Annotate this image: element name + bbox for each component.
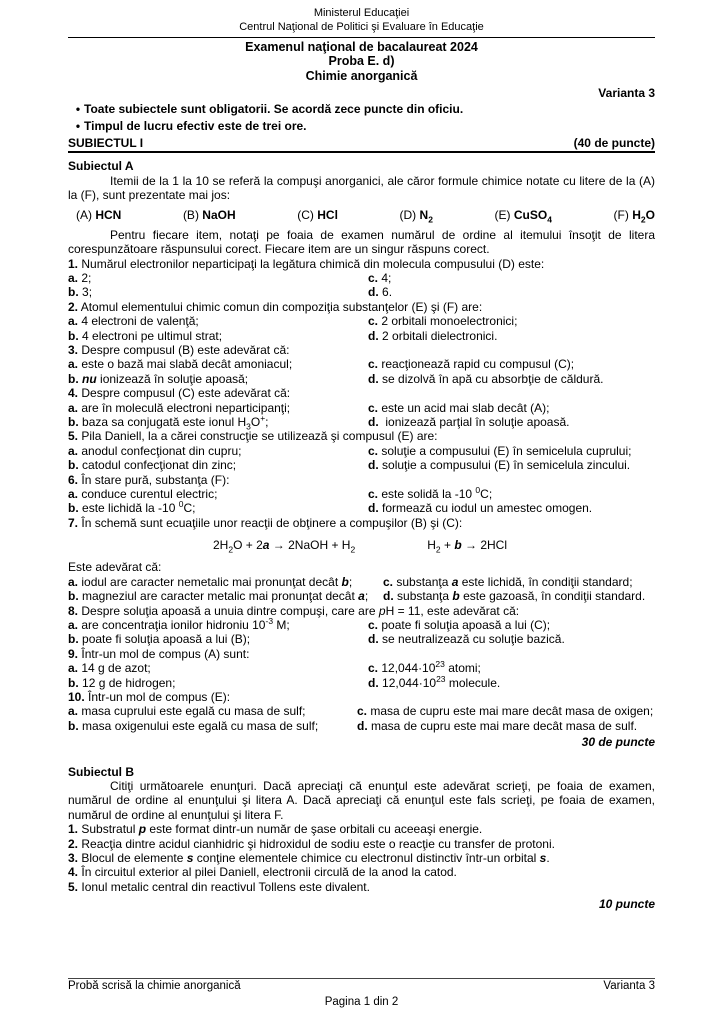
option-text: catodul confecţionat din zinc; — [82, 458, 237, 473]
options-grid — [68, 271, 655, 300]
center-line: Centrul Naţional de Politici şi Evaluare în Educaţie — [239, 20, 484, 33]
option-text: se dizolvă în apă cu absorbţie de căldură. — [382, 371, 604, 386]
question-line — [68, 473, 655, 487]
option-letter: d. — [368, 458, 379, 473]
option-letter: b. — [68, 371, 79, 386]
question-text: Într-un mol de compus (E): — [88, 689, 231, 704]
bullet-icon: • — [75, 102, 81, 117]
question-number: 1. — [68, 256, 79, 271]
question-1 — [68, 257, 655, 300]
question-6 — [68, 473, 655, 516]
option-b — [68, 372, 368, 386]
question-line — [68, 429, 655, 443]
option-d — [368, 673, 655, 690]
bullet-icon: • — [75, 118, 81, 133]
footer-right: Varianta 3 — [603, 980, 655, 993]
option-letter: d. — [368, 414, 379, 429]
part-a-instructions: Pentru fiecare item, notaţi pe foaia de examen numărul de ordine al itemului însoţit de litera corespunzătoare răspunsului corect. Fiecare item are un singur răspuns corect. — [68, 227, 655, 257]
compounds-row — [76, 208, 655, 225]
option-d — [368, 458, 655, 472]
section-1-label: SUBIECTUL I — [68, 135, 144, 150]
option-c — [368, 484, 655, 501]
option-letter: b. — [68, 589, 79, 604]
note-2 — [68, 119, 655, 133]
option-letter: c. — [368, 618, 379, 633]
option-text: este solidă la -10 $^0$C; — [381, 484, 493, 501]
option-a — [68, 661, 368, 675]
question-text: Pila Daniell, la a cărei construcţie se utilizează şi compusul (E) are: — [81, 429, 438, 444]
section-1-points: (40 de puncte) — [573, 135, 655, 150]
question-line — [68, 257, 655, 271]
option-text: 12 g de hidrogen; — [82, 675, 176, 690]
option-text: magneziul are caracter metalic mai pronunţat decât a; — [82, 589, 369, 604]
options-grid — [68, 444, 655, 473]
ministry-line: Ministerul Educaţiei — [313, 7, 410, 19]
statement-5 — [68, 880, 655, 894]
option-c — [368, 357, 655, 371]
option-letter: b. — [68, 675, 79, 690]
option-text: are în moleculă electroni neparticipanţi; — [81, 400, 291, 415]
option-text: 2 orbitali dielectronici. — [382, 328, 498, 343]
option-letter: a. — [68, 486, 79, 501]
part-a-points: 30 de puncte — [581, 735, 655, 750]
question-subtext: Este adevărat că: — [68, 560, 162, 575]
option-letter: d. — [368, 632, 379, 647]
compound-f — [613, 208, 655, 225]
options-grid — [68, 575, 655, 604]
option-letter: a. — [68, 271, 79, 286]
option-a — [68, 704, 357, 718]
compound-e — [494, 208, 552, 225]
option-text: este un acid mai slab decât (A); — [381, 400, 550, 415]
option-letter: a. — [68, 704, 79, 719]
option-a — [68, 618, 368, 632]
note-1 — [68, 102, 655, 116]
option-c — [368, 618, 655, 632]
compound-label: (B) — [182, 208, 199, 223]
option-letter: b. — [68, 458, 79, 473]
option-text: se neutralizează cu soluţie bazică. — [382, 632, 565, 647]
question-4 — [68, 386, 655, 432]
question-number: 5. — [68, 429, 79, 444]
option-text: este o bază mai slabă decât amoniacul; — [81, 357, 293, 372]
question-5 — [68, 429, 655, 472]
compound-formula: $N_2$ — [419, 208, 433, 225]
statement-4 — [68, 865, 655, 879]
option-text: reacţionează rapid cu compusul (C); — [381, 357, 575, 372]
option-text: $12,044\cdot 10^{23}$ atomi; — [381, 659, 481, 676]
option-b — [68, 412, 368, 432]
option-text: masa de cupru este mai mare decât masa de sulf. — [371, 718, 638, 733]
option-letter: c. — [368, 400, 379, 415]
option-d — [368, 501, 655, 515]
option-a — [68, 314, 368, 328]
option-letter: c. — [368, 443, 379, 458]
question-3 — [68, 343, 655, 386]
option-c — [383, 575, 655, 589]
statement-number: 2. — [68, 836, 79, 851]
option-text: 2; — [81, 271, 92, 286]
question-line — [68, 300, 655, 314]
option-text: are concentraţia ionilor hidroniu $10^{-3}$ M; — [81, 616, 290, 633]
part-a-intro: Itemii de la 1 la 10 se referă la compuşi anorganici, ale căror formule chimice notate cu litere de la (A) la (F), sunt prezentate mai jos: — [68, 173, 655, 203]
compound-label: (C) — [297, 208, 314, 223]
statement-2 — [68, 837, 655, 851]
option-b — [68, 458, 368, 472]
statement-text: Blocul de elemente s conţine elementele chimice cu electronul distinctiv într-un orbital s. — [81, 850, 550, 865]
part-b-title: Subiectul B — [68, 764, 135, 779]
section-1-bar — [68, 136, 655, 153]
statement-text: Ionul metalic central din reactivul Tollens este divalent. — [81, 879, 370, 894]
option-a — [68, 575, 383, 589]
option-text: substanţa a este lichidă, în condiţii standard; — [396, 574, 633, 589]
option-b — [68, 632, 368, 646]
option-text: conduce curentul electric; — [81, 486, 218, 501]
option-text: este lichidă la -10 $^0$C; — [82, 499, 196, 516]
option-b — [68, 589, 383, 603]
option-letter: d. — [357, 718, 368, 733]
question-number: 8. — [68, 603, 79, 618]
exam-proba: Proba E. d) — [328, 54, 395, 69]
option-d — [368, 329, 655, 343]
option-a — [68, 357, 368, 371]
question-10 — [68, 690, 655, 733]
option-letter: c. — [357, 704, 368, 719]
question-number: 4. — [68, 386, 79, 401]
option-letter: a. — [68, 400, 79, 415]
statement-number: 1. — [68, 822, 79, 837]
option-text: 3; — [82, 285, 93, 300]
equations-row — [213, 538, 655, 555]
option-letter: a. — [68, 661, 79, 676]
options-grid — [68, 401, 655, 430]
option-text: poate fi soluţia apoasă a lui (B); — [82, 632, 251, 647]
option-letter: d. — [368, 501, 379, 516]
compound-formula: NaOH — [202, 208, 236, 223]
equation-1: $2H_2O + 2a$ → 2NaOH + $H_2$ — [213, 538, 356, 555]
part-b-points: 10 puncte — [598, 897, 655, 912]
options-grid — [68, 484, 655, 516]
option-letter: c. — [383, 574, 394, 589]
exam-titles — [68, 40, 655, 84]
option-letter: b. — [68, 328, 79, 343]
question-number: 3. — [68, 343, 79, 357]
option-b — [68, 676, 368, 690]
footer-divider — [68, 978, 655, 979]
question-2 — [68, 300, 655, 343]
option-b — [68, 285, 368, 299]
option-letter: d. — [368, 328, 379, 343]
question-7 — [68, 516, 655, 604]
option-c — [357, 704, 655, 718]
question-number: 10. — [68, 689, 85, 704]
option-letter: b. — [68, 414, 79, 429]
compound-formula: HCN — [95, 208, 122, 223]
option-text: 4 electroni pe ultimul strat; — [82, 328, 223, 343]
note-2-text: Timpul de lucru efectiv este de trei ore. — [84, 118, 307, 133]
exam-discipline: Chimie anorganică — [305, 69, 418, 83]
question-9 — [68, 647, 655, 690]
option-letter: d. — [368, 675, 379, 690]
option-letter: d. — [368, 285, 379, 300]
options-grid — [68, 661, 655, 690]
option-letter: b. — [68, 285, 79, 300]
option-d — [368, 632, 655, 646]
option-c — [368, 401, 655, 415]
equation-2: $H_2 + b \to 2HCl$ — [427, 538, 507, 555]
option-b — [68, 329, 368, 343]
option-a — [68, 444, 368, 458]
options-grid — [68, 357, 655, 386]
option-a — [68, 271, 368, 285]
question-line — [68, 516, 655, 530]
option-letter: a. — [68, 314, 79, 329]
footer-page-number: Pagina 1 din 2 — [324, 996, 399, 1009]
question-text: Despre compusul (B) este adevărat că: — [81, 343, 290, 357]
option-text: 14 g de azot; — [81, 661, 151, 676]
option-text: soluţie a compusului (E) în semicelula cuprului; — [381, 443, 632, 458]
statement-text: Substratul p este format dintr-un număr de şase orbitali cu aceeaşi energie. — [81, 822, 483, 837]
question-8 — [68, 604, 655, 647]
option-text: $12,044\cdot 10^{23}$ molecule. — [382, 673, 501, 690]
compound-c — [297, 208, 338, 222]
part-b-intro: Citiţi următoarele enunţuri. Dacă apreciaţi că enunţul este adevărat scrieţi, pe foaia de examen, numărul de ordine al enunţului şi litera A. Dacă apreciaţi că enunţul este fals scrieţi, pe foaia de examen, numărul de ordine al enunţului şi litera F. — [68, 778, 655, 822]
option-letter: b. — [68, 501, 79, 516]
compound-formula: HCl — [317, 208, 338, 223]
option-letter: a. — [68, 357, 79, 372]
option-text: 6. — [382, 285, 393, 300]
option-text: iodul are caracter nemetalic mai pronunţat decât b; — [81, 574, 353, 589]
question-line — [68, 343, 655, 357]
compound-label: (D) — [399, 208, 417, 223]
option-letter: c. — [368, 486, 379, 501]
question-text: Despre compusul (C) este adevărat că: — [81, 386, 291, 401]
option-text: nu ionizează în soluţie apoasă; — [82, 371, 249, 386]
option-text: formează cu iodul un amestec omogen. — [382, 501, 593, 516]
question-line — [68, 647, 655, 661]
question-number: 9. — [68, 646, 79, 661]
statement-number: 5. — [68, 879, 79, 894]
question-line — [68, 386, 655, 400]
option-text: 4 electroni de valenţă; — [81, 314, 199, 329]
option-letter: b. — [68, 718, 79, 733]
question-text: În schemă sunt ecuaţiile unor reacţii de obţinere a compuşilor (B) şi (C): — [81, 515, 463, 530]
question-number: 2. — [68, 299, 79, 314]
option-text: masa cuprului este egală cu masa de sulf; — [81, 704, 306, 719]
note-1-text: Toate subiectele sunt obligatorii. Se acordă zece puncte din oficiu. — [84, 102, 464, 117]
compound-d — [399, 208, 433, 225]
option-text: soluţie a compusului (E) în semicelula zincului. — [382, 458, 631, 473]
option-text: anodul confecţionat din cupru; — [81, 443, 242, 458]
question-text: Despre soluţia apoasă a unuia dintre compuşi, care are pH = 11, este adevărat că: — [81, 603, 520, 618]
question-text: Atomul elementului chimic comun din compoziţia substanţelor (E) şi (F) are: — [80, 299, 483, 314]
option-text: poate fi soluţia apoasă a lui (C); — [381, 618, 551, 633]
option-a — [68, 401, 368, 415]
option-text: ionizează parţial în soluţie apoasă. — [382, 414, 570, 429]
option-text: masa oxigenului este egală cu masa de sulf; — [82, 718, 319, 733]
option-a — [68, 487, 368, 501]
exam-title: Examenul naţional de bacalaureat 2024 — [245, 39, 478, 54]
compound-label: (E) — [494, 208, 511, 223]
options-grid — [68, 704, 655, 733]
compound-formula: CuSO$_4$ — [513, 208, 552, 225]
option-letter: a. — [68, 443, 79, 458]
option-letter: a. — [68, 618, 79, 633]
compound-a — [76, 208, 121, 222]
statement-1 — [68, 822, 655, 836]
option-text: 4; — [381, 271, 392, 286]
option-letter: c. — [368, 661, 379, 676]
option-letter: b. — [68, 632, 79, 647]
option-c — [368, 444, 655, 458]
statement-text: În circuitul exterior al pilei Daniell, electronii circulă de la anod la catod. — [81, 865, 457, 880]
question-number: 7. — [68, 515, 79, 530]
question-line — [68, 604, 655, 618]
options-grid — [68, 618, 655, 647]
statement-3 — [68, 851, 655, 865]
footer-left: Probă scrisă la chimie anorganică — [68, 980, 241, 993]
part-a-title: Subiectul A — [68, 159, 134, 174]
org-header — [68, 7, 655, 38]
footer-row — [68, 980, 655, 994]
option-c — [368, 314, 655, 328]
option-text: masa de cupru este mai mare decât masa de oxigen; — [370, 704, 654, 719]
option-d — [368, 285, 655, 299]
option-text: substanţa b este gazoasă, în condiţii standard. — [397, 589, 646, 604]
option-d — [368, 372, 655, 386]
option-letter: d. — [368, 371, 379, 386]
compound-b — [183, 208, 236, 222]
question-text: Într-un mol de compus (A) sunt: — [81, 646, 250, 661]
statement-text: Reacţia dintre acidul cianhidric şi hidroxidul de sodiu este o reacţie cu transfer de protoni. — [81, 836, 555, 851]
option-b — [68, 719, 357, 733]
option-letter: a. — [68, 574, 79, 589]
options-grid — [68, 314, 655, 343]
option-letter: d. — [383, 589, 394, 604]
question-text: Numărul electronilor neparticipaţi la legătura chimică din molecula compusului (D) este: — [81, 256, 545, 271]
option-b — [68, 501, 368, 515]
statement-number: 4. — [68, 865, 79, 880]
question-line — [68, 690, 655, 704]
part-b — [68, 765, 655, 912]
option-d — [368, 415, 655, 429]
option-d — [357, 719, 655, 733]
option-c — [368, 271, 655, 285]
variant-label: Varianta 3 — [598, 85, 655, 100]
option-text: 2 orbitali monoelectronici; — [381, 314, 518, 329]
question-text: În stare pură, substanţa (F): — [81, 472, 230, 487]
compound-label: (F) — [613, 208, 629, 223]
statement-number: 3. — [68, 850, 79, 865]
option-c — [368, 661, 655, 675]
option-letter: c. — [368, 357, 379, 372]
compound-formula: $H_2O$ — [632, 208, 655, 225]
compound-label: (A) — [76, 208, 92, 223]
option-text: baza sa conjugată este ionul $H_3O^+$; — [82, 412, 269, 432]
option-d — [383, 589, 655, 603]
page-footer — [68, 978, 655, 1010]
option-letter: c. — [368, 271, 379, 286]
question-number: 6. — [68, 472, 79, 487]
option-letter: c. — [368, 314, 379, 329]
